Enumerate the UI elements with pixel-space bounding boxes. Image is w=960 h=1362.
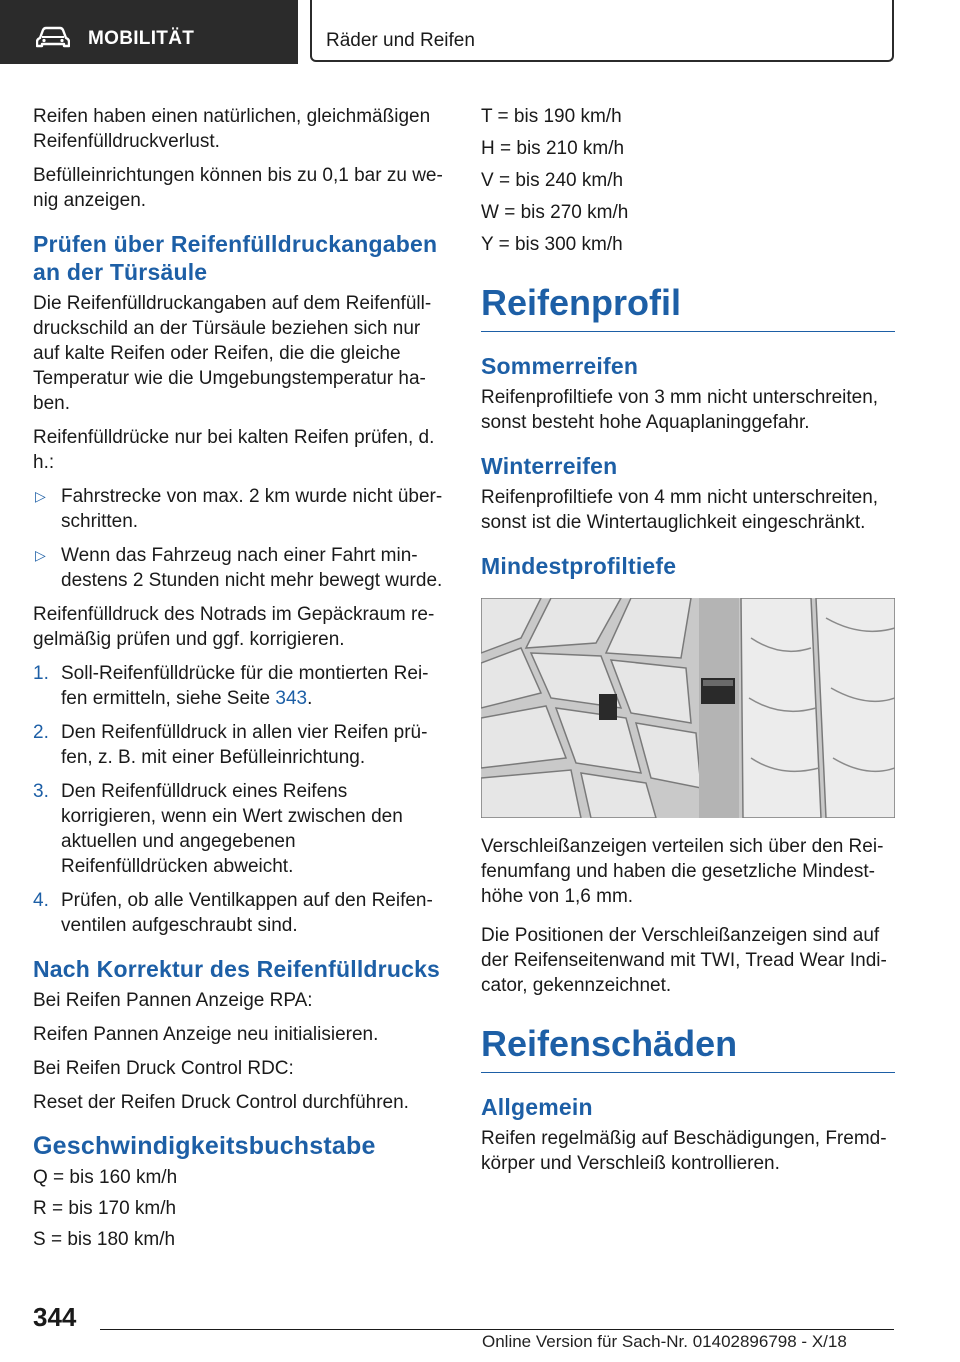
heading-tuersaeule: Prüfen über Reifenfülldruckangaben an der Türsäule [33, 231, 438, 285]
speed-entry: Q = bis 160 km/h [33, 1167, 178, 1188]
paragraph: Bei Reifen Druck Control RDC: [33, 1058, 294, 1079]
footer-version-text: Online Version für Sach-Nr. 01402896798 - X/18 [482, 1332, 847, 1351]
list-item: 1. Soll-Reifenfülldrücke für die montierten Reifen ermitteln, siehe Seite 343. [33, 663, 429, 709]
paragraph: Reset der Reifen Druck Control durchführen. [33, 1092, 409, 1113]
page-number: 344 [33, 1302, 77, 1332]
paragraph: Reifen haben einen natürlichen, gleichmäßigen Reifenfülldruckverlust. [33, 106, 431, 152]
heading-korrektur: Nach Korrektur des Reifenfülldrucks [33, 956, 441, 982]
speed-entry: Y = bis 300 km/h [481, 234, 623, 255]
paragraph: Reifenprofiltiefe von 4 mm nicht unterschreiten, sonst ist die Wintertauglichkeit eingeschränkt. [481, 487, 879, 533]
speed-entry: V = bis 240 km/h [481, 170, 624, 191]
list-item: 3. Den Reifenfülldruck eines Reifens korrigieren, wenn ein Wert zwischen den aktuellen und angegebenen Reifenfülldrücken abweicht. [33, 781, 403, 877]
step-number: 1. [33, 663, 49, 684]
list-item: 4. Prüfen, ob alle Ventilkappen auf den Reifenventilen aufgeschraubt sind. [33, 890, 433, 936]
speed-entry: R = bis 170 km/h [33, 1198, 177, 1219]
heading-reifenprofil: Reifenprofil [481, 283, 895, 332]
speed-entry: S = bis 180 km/h [33, 1229, 176, 1250]
paragraph: Reifenprofiltiefe von 3 mm nicht unterschreiten, sonst besteht hohe Aquaplaninggefahr. [481, 387, 879, 433]
header-section-tab [0, 0, 298, 64]
paragraph: Die Reifenfülldruckangaben auf dem Reifenfülldruckschild an der Türsäule beziehen sich nur auf kalte Reifen oder Reifen, die die gleiche Temperatur wie die Umgebungstemperatur haben. [33, 293, 432, 414]
left-column [33, 104, 447, 1261]
list-item: ▷ Wenn das Fahrzeug nach einer Fahrt mindestens 2 Stunden nicht mehr bewegt wurde. [35, 545, 443, 591]
figure-caption: Verschleißanzeigen verteilen sich über den Reifenumfang und haben die gesetzliche Mindesthöhe von 1,6 mm. [481, 836, 884, 907]
right-column [481, 104, 895, 1185]
paragraph: Die Positionen der Verschleißanzeigen sind auf der Reifenseitenwand mit TWI, Tread Wear Indicator, gekennzeichnet. [481, 925, 887, 996]
step-number: 2. [33, 722, 49, 743]
speed-entry: W = bis 270 km/h [481, 202, 629, 223]
heading-allgemein: Allgemein [481, 1094, 593, 1120]
header-chapter-box [310, 0, 894, 62]
heading-mindestprofiltiefe: Mindestprofiltiefe [481, 553, 677, 579]
footer-divider [100, 1329, 894, 1330]
paragraph: Reifen Pannen Anzeige neu initialisieren. [33, 1024, 379, 1045]
paragraph: Befülleinrichtungen können bis zu 0,1 bar zu wenig anzeigen. [33, 165, 443, 211]
heading-reifenschaeden: Reifenschäden [481, 1024, 895, 1073]
heading-sommerreifen: Sommerreifen [481, 353, 639, 379]
speed-entry: T = bis 190 km/h [481, 106, 622, 127]
chapter-title: Räder und Reifen [326, 30, 475, 51]
page-link[interactable]: 343 [275, 688, 308, 709]
section-title: MOBILITÄT [88, 28, 195, 49]
car-icon [36, 26, 70, 53]
numbered-list [33, 661, 447, 938]
paragraph: Bei Reifen Pannen Anzeige RPA: [33, 990, 313, 1011]
heading-speed-letter: Geschwindigkeitsbuchstabe [33, 1132, 376, 1160]
list-item: 2. Den Reifenfülldruck in allen vier Reifen prüfen, z. B. mit einer Befülleinrichtung. [33, 722, 428, 768]
tire-tread-illustration [481, 598, 895, 818]
triangle-bullet-icon: ▷ [35, 488, 46, 504]
triangle-bullet-icon: ▷ [35, 547, 46, 563]
bullet-list [33, 484, 447, 593]
step-number: 4. [33, 890, 49, 911]
speed-entry: H = bis 210 km/h [481, 138, 625, 159]
heading-winterreifen: Winterreifen [481, 453, 618, 479]
paragraph: Reifenfülldruck des Notrads im Gepäckraum regelmäßig prüfen und ggf. korrigieren. [33, 604, 435, 650]
step-number: 3. [33, 781, 49, 802]
paragraph: Reifen regelmäßig auf Beschädigungen, Fremdkörper und Verschleiß kontrollieren. [481, 1128, 887, 1174]
paragraph: Reifenfülldrücke nur bei kalten Reifen prüfen, d. h.: [33, 427, 435, 473]
list-item: ▷ Fahrstrecke von max. 2 km wurde nicht überschritten. [35, 486, 443, 532]
